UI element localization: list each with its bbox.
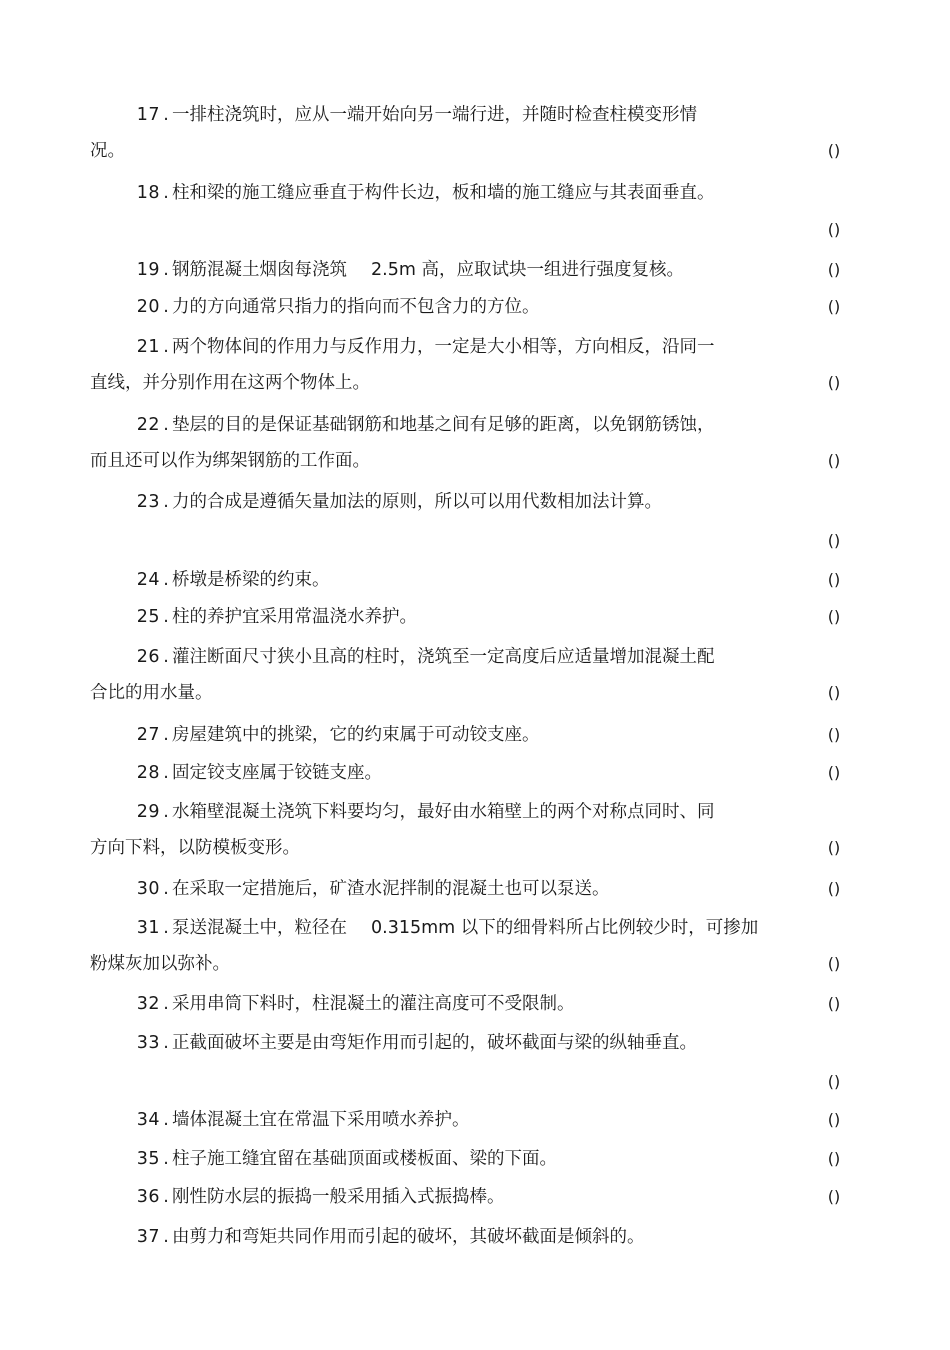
question-number: 29 bbox=[136, 802, 160, 822]
answer-parentheses-27[interactable]: () bbox=[827, 725, 841, 744]
question-number: 20 bbox=[136, 297, 160, 317]
question-20-line-1: 20 . 力的方向通常只指力的指向而不包含力的方位。 bbox=[118, 296, 540, 318]
answer-parentheses-34[interactable]: () bbox=[827, 1110, 841, 1129]
answer-parentheses-26[interactable]: () bbox=[827, 683, 841, 702]
question-text: 柱和梁的施工缝应垂直于构件长边，板和墙的施工缝应与其表面垂直。 bbox=[172, 183, 715, 203]
question-34-line-1: 34 . 墙体混凝土宜在常温下采用喷水养护。 bbox=[118, 1109, 470, 1131]
question-text: 水箱壁混凝土浇筑下料要均匀，最好由水箱壁上的两个对称点同时、同 bbox=[172, 802, 715, 822]
question-number: 34 bbox=[136, 1110, 160, 1130]
question-text: 柱子施工缝宜留在基础顶面或楼板面、梁的下面。 bbox=[172, 1149, 557, 1169]
answer-parentheses-28[interactable]: () bbox=[827, 763, 841, 782]
question-text: 桥墩是桥梁的约束。 bbox=[172, 570, 330, 590]
question-text-a: 钢筋混凝土烟囱每浇筑 bbox=[172, 260, 347, 280]
question-text-b: 0.315mm 以下的细骨料所占比例较少时，可掺加 bbox=[371, 918, 759, 938]
question-number: 18 bbox=[136, 183, 160, 203]
question-number: 22 bbox=[136, 415, 160, 435]
answer-parentheses-20[interactable]: () bbox=[827, 297, 841, 316]
question-32-line-1: 32 . 采用串筒下料时，柱混凝土的灌注高度可不受限制。 bbox=[118, 993, 575, 1015]
question-22-line-2: 而且还可以作为绑架钢筋的工作面。 bbox=[90, 451, 370, 471]
answer-parentheses-36[interactable]: () bbox=[827, 1187, 841, 1206]
question-text: 在采取一定措施后，矿渣水泥拌制的混凝土也可以泵送。 bbox=[172, 879, 610, 899]
answer-parentheses-32[interactable]: () bbox=[827, 994, 841, 1013]
question-text: 正截面破坏主要是由弯矩作用而引起的，破坏截面与梁的纵轴垂直。 bbox=[172, 1033, 697, 1053]
question-28-line-1: 28 . 固定铰支座属于铰链支座。 bbox=[118, 762, 382, 784]
question-27-line-1: 27 . 房屋建筑中的挑梁，它的约束属于可动铰支座。 bbox=[118, 724, 540, 746]
question-number: 19 bbox=[136, 260, 160, 280]
question-22-line-1: 22 . 垫层的目的是保证基础钢筋和地基之间有足够的距离，以免钢筋锈蚀， bbox=[118, 414, 715, 436]
answer-parentheses-17[interactable]: () bbox=[827, 141, 841, 160]
question-number: 17 bbox=[136, 105, 160, 125]
answer-parentheses-33[interactable]: () bbox=[827, 1072, 841, 1091]
question-number: 35 bbox=[136, 1149, 160, 1169]
question-number: 21 bbox=[136, 337, 160, 357]
answer-parentheses-24[interactable]: () bbox=[827, 570, 841, 589]
question-36-line-1: 36 . 刚性防水层的振捣一般采用插入式振捣棒。 bbox=[118, 1186, 505, 1208]
answer-parentheses-35[interactable]: () bbox=[827, 1149, 841, 1168]
answer-parentheses-31[interactable]: () bbox=[827, 954, 841, 973]
question-18-line-1: 18 . 柱和梁的施工缝应垂直于构件长边，板和墙的施工缝应与其表面垂直。 bbox=[118, 182, 715, 204]
question-21-line-1: 21 . 两个物体间的作用力与反作用力，一定是大小相等，方向相反，沿同一 bbox=[118, 336, 715, 358]
question-30-line-1: 30 . 在采取一定措施后，矿渣水泥拌制的混凝土也可以泵送。 bbox=[118, 878, 610, 900]
question-number: 23 bbox=[136, 492, 160, 512]
question-text: 垫层的目的是保证基础钢筋和地基之间有足够的距离，以免钢筋锈蚀， bbox=[172, 415, 715, 435]
question-29-line-1: 29 . 水箱壁混凝土浇筑下料要均匀，最好由水箱壁上的两个对称点同时、同 bbox=[118, 801, 715, 823]
question-number: 25 bbox=[136, 607, 160, 627]
question-text: 墙体混凝土宜在常温下采用喷水养护。 bbox=[172, 1110, 470, 1130]
question-text-a: 泵送混凝土中，粒径在 bbox=[172, 918, 347, 938]
question-number: 36 bbox=[136, 1187, 160, 1207]
answer-parentheses-25[interactable]: () bbox=[827, 607, 841, 626]
question-25-line-1: 25 . 柱的养护宜采用常温浇水养护。 bbox=[118, 606, 417, 628]
question-number: 32 bbox=[136, 994, 160, 1014]
question-21-line-2: 直线，并分别作用在这两个物体上。 bbox=[90, 373, 370, 393]
question-text: 力的方向通常只指力的指向而不包含力的方位。 bbox=[172, 297, 540, 317]
question-text: 采用串筒下料时，柱混凝土的灌注高度可不受限制。 bbox=[172, 994, 575, 1014]
question-33-line-1: 33 . 正截面破坏主要是由弯矩作用而引起的，破坏截面与梁的纵轴垂直。 bbox=[118, 1032, 697, 1054]
question-text: 由剪力和弯矩共同作用而引起的破坏，其破坏截面是倾斜的。 bbox=[172, 1227, 645, 1247]
answer-parentheses-22[interactable]: () bbox=[827, 451, 841, 470]
answer-parentheses-21[interactable]: () bbox=[827, 373, 841, 392]
question-text: 刚性防水层的振捣一般采用插入式振捣棒。 bbox=[172, 1187, 505, 1207]
question-text-b: 2.5m 高，应取试块一组进行强度复核。 bbox=[371, 260, 684, 280]
answer-parentheses-18[interactable]: () bbox=[827, 220, 841, 239]
question-17-line-2: 况。 bbox=[90, 141, 125, 161]
answer-parentheses-30[interactable]: () bbox=[827, 879, 841, 898]
question-number: 31 bbox=[136, 918, 160, 938]
question-number: 27 bbox=[136, 725, 160, 745]
answer-parentheses-19[interactable]: () bbox=[827, 260, 841, 279]
question-text: 力的合成是遵循矢量加法的原则，所以可以用代数相加法计算。 bbox=[172, 492, 662, 512]
question-35-line-1: 35 . 柱子施工缝宜留在基础顶面或楼板面、梁的下面。 bbox=[118, 1148, 557, 1170]
question-number: 33 bbox=[136, 1033, 160, 1053]
answer-parentheses-23[interactable]: () bbox=[827, 531, 841, 550]
question-26-line-2: 合比的用水量。 bbox=[90, 683, 213, 703]
question-31-line-2: 粉煤灰加以弥补。 bbox=[90, 954, 230, 974]
question-text: 房屋建筑中的挑梁，它的约束属于可动铰支座。 bbox=[172, 725, 540, 745]
question-number: 28 bbox=[136, 763, 160, 783]
question-29-line-2: 方向下料，以防模板变形。 bbox=[90, 838, 300, 858]
question-text: 柱的养护宜采用常温浇水养护。 bbox=[172, 607, 417, 627]
question-31-line-1: 31 . 泵送混凝土中，粒径在 0.315mm 以下的细骨料所占比例较少时，可掺加 bbox=[118, 917, 758, 939]
question-26-line-1: 26 . 灌注断面尺寸狭小且高的柱时，浇筑至一定高度后应适量增加混凝土配 bbox=[118, 646, 715, 668]
question-text: 一排柱浇筑时，应从一端开始向另一端行进，并随时检查柱模变形情 bbox=[172, 105, 697, 125]
question-37-line-1: 37 . 由剪力和弯矩共同作用而引起的破坏，其破坏截面是倾斜的。 bbox=[118, 1226, 645, 1248]
question-24-line-1: 24 . 桥墩是桥梁的约束。 bbox=[118, 569, 330, 591]
question-number: 24 bbox=[136, 570, 160, 590]
answer-parentheses-29[interactable]: () bbox=[827, 838, 841, 857]
question-23-line-1: 23 . 力的合成是遵循矢量加法的原则，所以可以用代数相加法计算。 bbox=[118, 491, 662, 513]
question-number: 26 bbox=[136, 647, 160, 667]
question-text: 固定铰支座属于铰链支座。 bbox=[172, 763, 382, 783]
question-17-line-1: 17 . 一排柱浇筑时，应从一端开始向另一端行进，并随时检查柱模变形情 bbox=[118, 104, 697, 126]
question-text: 灌注断面尺寸狭小且高的柱时，浇筑至一定高度后应适量增加混凝土配 bbox=[172, 647, 715, 667]
question-19-line-1: 19 . 钢筋混凝土烟囱每浇筑 2.5m 高，应取试块一组进行强度复核。 bbox=[118, 259, 684, 281]
question-number: 30 bbox=[136, 879, 160, 899]
question-text: 两个物体间的作用力与反作用力，一定是大小相等，方向相反，沿同一 bbox=[172, 337, 715, 357]
question-number: 37 bbox=[136, 1227, 160, 1247]
